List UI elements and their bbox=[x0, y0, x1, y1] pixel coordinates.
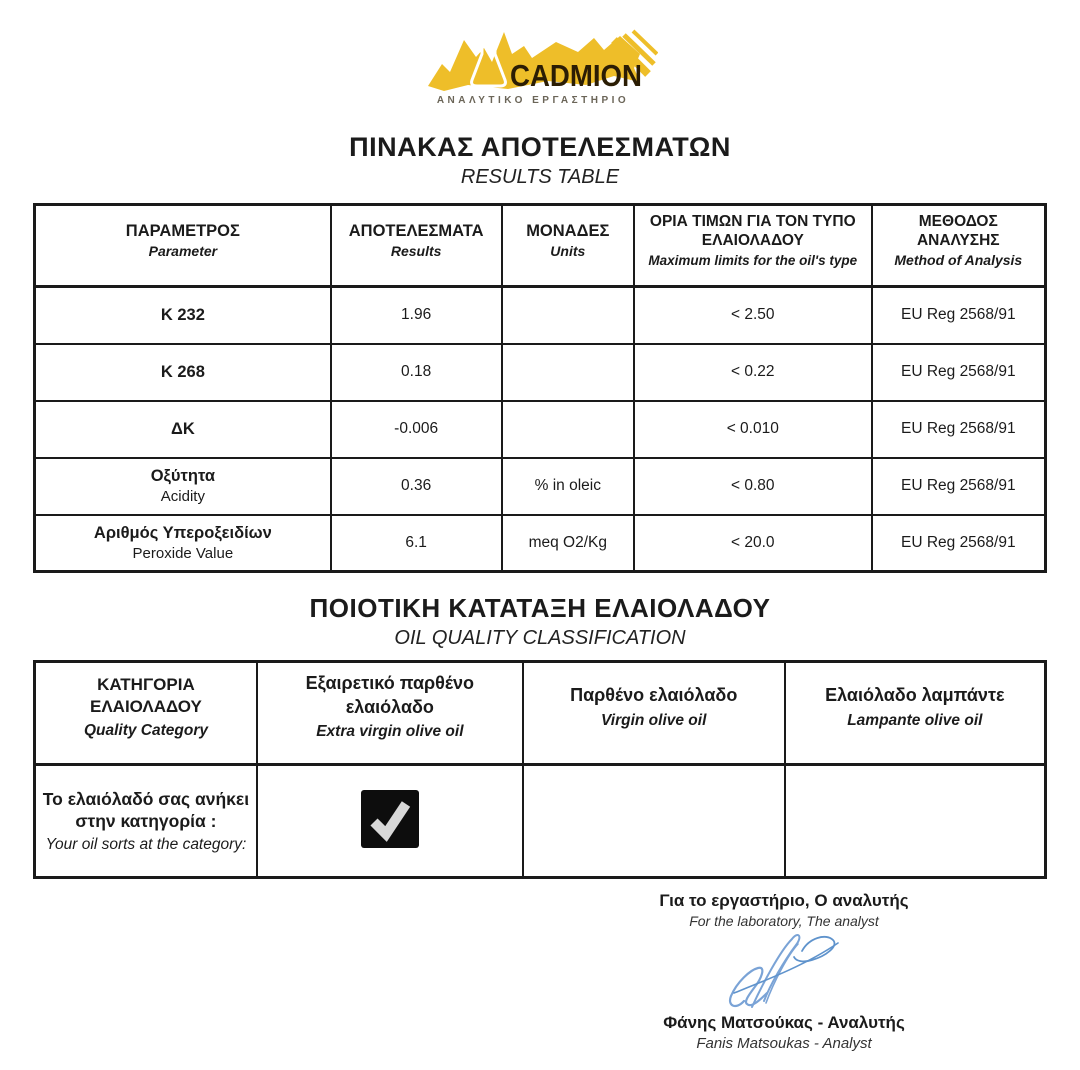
lab-report-page bbox=[33, 0, 1047, 1070]
category-label-el: Το ελαιόλαδό σας ανήκει στην κατηγορία : bbox=[42, 788, 250, 832]
header-limits bbox=[634, 205, 872, 287]
results-title: ΠΙΝΑΚΑΣ ΑΠΟΤΕΛΕΣΜΑΤΩΝ bbox=[349, 132, 731, 162]
cell-units bbox=[502, 287, 634, 344]
results-table bbox=[33, 203, 1047, 573]
for-laboratory-en: For the laboratory, The analyst bbox=[689, 913, 879, 929]
header-category-el: ΚΑΤΗΓΟΡΙΑ ΕΛΑΙΟΛΑΔΟΥ bbox=[89, 674, 202, 716]
cell-parameter bbox=[35, 287, 331, 344]
cell-category-label bbox=[35, 765, 257, 878]
classification-table-head bbox=[35, 662, 1046, 765]
header-units-en: Units bbox=[550, 243, 586, 260]
results-subtitle: RESULTS TABLE bbox=[460, 166, 620, 188]
brand-text: CADMION bbox=[510, 58, 642, 93]
analyst-name-el: Φάνης Ματσούκας - Αναλυτής bbox=[663, 1013, 905, 1032]
classification-title-block bbox=[33, 593, 1047, 650]
header-method-el: ΜΕΘΟΔΟΣ ΑΝΑΛΥΣΗΣ bbox=[916, 212, 1000, 250]
header-category-en: Quality Category bbox=[83, 721, 208, 739]
cell-virgin-check bbox=[523, 765, 785, 878]
cell-method: EU Reg 2568/91 bbox=[872, 401, 1046, 458]
cell-units bbox=[502, 344, 634, 401]
header-virgin bbox=[523, 662, 785, 765]
cell-limit: < 0.010 bbox=[634, 401, 872, 458]
results-table-body bbox=[35, 287, 1046, 572]
header-method bbox=[872, 205, 1046, 287]
header-method-en: Method of Analysis bbox=[894, 252, 1023, 269]
signature-ink-icon bbox=[709, 931, 859, 1011]
header-lampante-en: Lampante olive oil bbox=[847, 711, 983, 729]
header-limits-en: Maximum limits for the oil's type bbox=[648, 252, 858, 268]
cell-limit: < 0.22 bbox=[634, 344, 872, 401]
signature-scribble bbox=[569, 931, 999, 1011]
param-en: Peroxide Value bbox=[132, 544, 234, 562]
classification-row bbox=[35, 765, 1046, 878]
header-parameter-en: Parameter bbox=[148, 243, 218, 260]
results-header-row bbox=[35, 205, 1046, 287]
cell-lampante-check bbox=[785, 765, 1046, 878]
header-extra-virgin bbox=[257, 662, 523, 765]
header-results-el: ΑΠΟΤΕΛΕΣΜΑΤΑ bbox=[348, 221, 484, 240]
table-row-dk bbox=[35, 401, 1046, 458]
results-table-head bbox=[35, 205, 1046, 287]
header-virgin-en: Virgin olive oil bbox=[601, 711, 707, 729]
check-icon bbox=[360, 789, 420, 849]
header-lampante bbox=[785, 662, 1046, 765]
header-extra-virgin-el: Εξαιρετικό παρθένο ελαιόλαδο bbox=[305, 673, 475, 717]
classification-title: ΠΟΙΟΤΙΚΗ ΚΑΤΑΤΑΞΗ ΕΛΑΙΟΛΑΔΟΥ bbox=[309, 593, 771, 623]
header-parameter-el: ΠΑΡΑΜΕΤΡΟΣ bbox=[125, 221, 240, 240]
header-limits-el: ΟΡΙΑ ΤΙΜΩΝ ΓΙΑ ΤΟΝ ΤΥΠΟ ΕΛΑΙΟΛΑΔΟΥ bbox=[649, 213, 856, 250]
cadmion-logo bbox=[33, 24, 1047, 110]
cell-result: 0.18 bbox=[331, 344, 502, 401]
header-units bbox=[502, 205, 634, 287]
header-category bbox=[35, 662, 257, 765]
cell-method: EU Reg 2568/91 bbox=[872, 515, 1046, 572]
header-parameter bbox=[35, 205, 331, 287]
logo-tagline: ΑΝΑΛΥΤΙΚΟ ΕΡΓΑΣΤΗΡΙΟ bbox=[436, 95, 630, 106]
cell-limit: < 2.50 bbox=[634, 287, 872, 344]
param-el: Αριθμός Υπεροξειδίων bbox=[93, 523, 272, 542]
cadmion-logo-graphic bbox=[422, 24, 658, 108]
cell-method: EU Reg 2568/91 bbox=[872, 458, 1046, 515]
header-virgin-el: Παρθένο ελαιόλαδο bbox=[570, 685, 738, 706]
cell-extra-virgin-check bbox=[257, 765, 523, 878]
param-en: Acidity bbox=[160, 487, 205, 505]
header-results bbox=[331, 205, 502, 287]
table-row-acidity bbox=[35, 458, 1046, 515]
cell-method: EU Reg 2568/91 bbox=[872, 344, 1046, 401]
header-units-el: ΜΟΝΑΔΕΣ bbox=[526, 221, 610, 240]
table-row-peroxide bbox=[35, 515, 1046, 572]
header-lampante-el: Ελαιόλαδο λαμπάντε bbox=[825, 685, 1005, 706]
cell-parameter bbox=[35, 515, 331, 572]
classification-table bbox=[33, 660, 1047, 879]
param-el: Οξύτητα bbox=[150, 467, 215, 486]
cell-result: 1.96 bbox=[331, 287, 502, 344]
for-laboratory-el: Για το εργαστήριο, Ο αναλυτής bbox=[659, 891, 909, 910]
cell-limit: < 20.0 bbox=[634, 515, 872, 572]
cell-limit: < 0.80 bbox=[634, 458, 872, 515]
classification-table-body bbox=[35, 765, 1046, 878]
table-row-k268 bbox=[35, 344, 1046, 401]
checked-checkbox bbox=[360, 789, 420, 854]
header-extra-virgin-en: Extra virgin olive oil bbox=[316, 723, 464, 741]
table-row-k232 bbox=[35, 287, 1046, 344]
category-label-en: Your oil sorts at the category: bbox=[45, 836, 247, 854]
cell-units: meq O2/Kg bbox=[502, 515, 634, 572]
cell-parameter bbox=[35, 401, 331, 458]
cell-method: EU Reg 2568/91 bbox=[872, 287, 1046, 344]
cell-parameter bbox=[35, 458, 331, 515]
classification-header-row bbox=[35, 662, 1046, 765]
cell-parameter bbox=[35, 344, 331, 401]
classification-subtitle: OIL QUALITY CLASSIFICATION bbox=[394, 627, 686, 649]
results-title-block bbox=[33, 132, 1047, 189]
param-el: K 268 bbox=[160, 362, 205, 381]
cell-result: -0.006 bbox=[331, 401, 502, 458]
param-el: K 232 bbox=[160, 305, 205, 324]
cell-result: 6.1 bbox=[331, 515, 502, 572]
cell-result: 0.36 bbox=[331, 458, 502, 515]
cell-units: % in oleic bbox=[502, 458, 634, 515]
param-el: ΔΚ bbox=[170, 419, 195, 438]
header-results-en: Results bbox=[390, 243, 442, 260]
cell-units bbox=[502, 401, 634, 458]
signature-block bbox=[569, 891, 999, 1070]
analyst-name-en: Fanis Matsoukas - Analyst bbox=[696, 1035, 872, 1052]
